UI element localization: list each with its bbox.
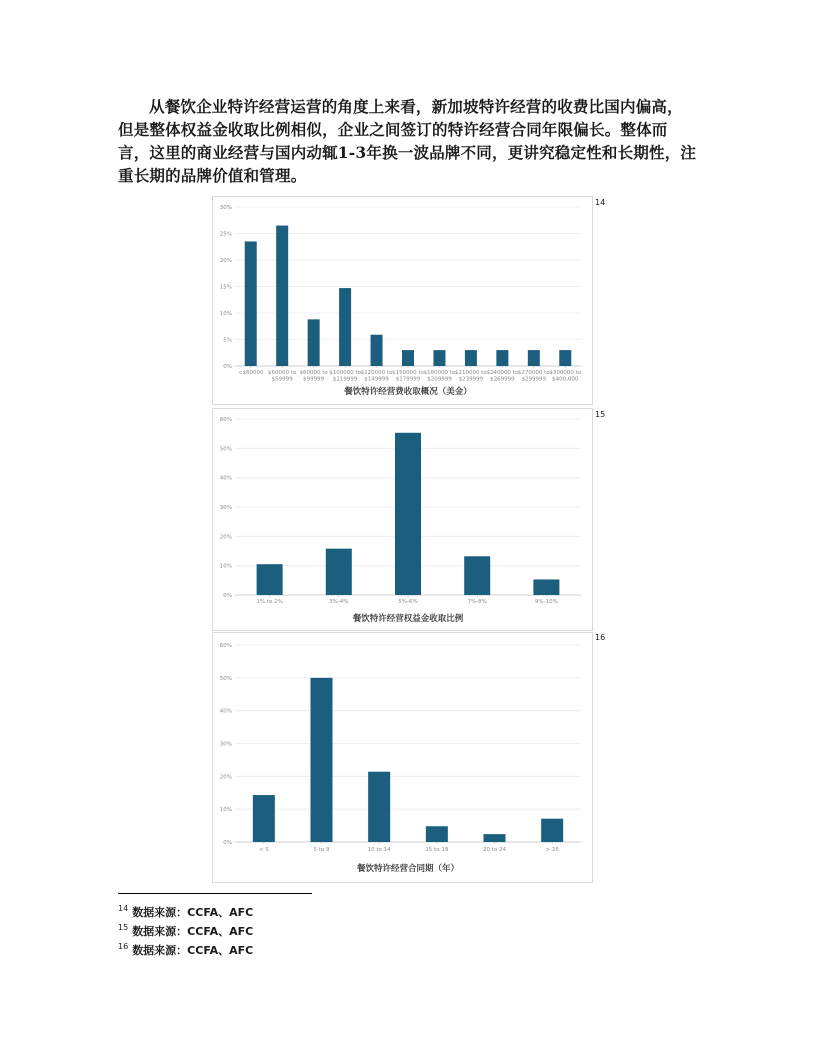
y-tick-label: 10% bbox=[219, 311, 232, 317]
y-tick-label: 40% bbox=[219, 708, 232, 715]
bar bbox=[496, 350, 508, 366]
chart-title: 餐饮特许经营合同期（年） bbox=[356, 864, 460, 874]
x-tick-label: 5 to 9 bbox=[313, 847, 330, 853]
bar bbox=[533, 579, 559, 595]
footnote-15 bbox=[118, 923, 253, 939]
bar bbox=[484, 834, 506, 842]
y-tick-label: 30% bbox=[219, 741, 232, 748]
bar bbox=[559, 350, 571, 366]
x-tick-label: 15 to 19 bbox=[425, 847, 449, 853]
x-tick-label: $300000 to bbox=[549, 370, 582, 376]
x-tick-label: $59999 bbox=[271, 376, 293, 383]
y-tick-label: 50% bbox=[219, 446, 232, 453]
footnote-number: 15 bbox=[118, 923, 129, 933]
x-tick-label: $180000 to bbox=[423, 370, 456, 376]
x-tick-label: $99999 bbox=[303, 376, 325, 383]
bar bbox=[245, 241, 257, 366]
bar bbox=[257, 564, 283, 595]
x-tick-label: $210000 to bbox=[455, 370, 487, 376]
y-tick-label: 15% bbox=[219, 284, 232, 291]
x-tick-label: $179999 bbox=[395, 376, 421, 383]
x-tick-label: 3%-4% bbox=[329, 599, 349, 605]
x-tick-label: $239999 bbox=[458, 376, 484, 383]
bar bbox=[402, 350, 414, 366]
bar bbox=[465, 350, 477, 366]
x-tick-label: 5%-6% bbox=[398, 599, 418, 605]
bar bbox=[426, 826, 448, 842]
y-tick-label: 30% bbox=[219, 205, 232, 211]
royalty-rate-chart bbox=[212, 408, 593, 631]
y-tick-label: 60% bbox=[219, 643, 232, 649]
bar bbox=[308, 319, 320, 366]
footnote-ref-14: 14 bbox=[595, 198, 606, 207]
y-tick-label: 0% bbox=[223, 593, 232, 599]
y-tick-label: 20% bbox=[219, 534, 232, 541]
footnote-number: 16 bbox=[118, 942, 129, 952]
x-tick-label: $120000 to bbox=[360, 370, 393, 376]
footnote-divider bbox=[118, 893, 312, 894]
x-tick-label: $149999 bbox=[364, 376, 389, 383]
y-tick-label: 10% bbox=[219, 563, 232, 570]
y-tick-label: 10% bbox=[219, 807, 232, 814]
bar bbox=[276, 226, 288, 366]
bar bbox=[433, 350, 445, 366]
footnote-number: 14 bbox=[118, 904, 129, 914]
x-tick-label: $60000 to bbox=[268, 370, 297, 376]
y-tick-label: 0% bbox=[223, 364, 232, 370]
x-tick-label: 20 to 24 bbox=[482, 847, 507, 853]
bar bbox=[339, 288, 351, 366]
x-tick-label: $150000 to bbox=[392, 370, 424, 376]
bar bbox=[253, 795, 275, 842]
y-tick-label: 0% bbox=[223, 840, 232, 846]
x-tick-label: 9%-10% bbox=[534, 599, 558, 605]
footnote-text: 数据来源：CCFA、AFC bbox=[132, 906, 254, 919]
footnote-16 bbox=[118, 942, 253, 958]
chart-title: 餐饮特许经营权益金收取比例 bbox=[352, 614, 464, 624]
y-tick-label: 50% bbox=[219, 675, 232, 682]
x-tick-label: $400,000 bbox=[552, 376, 579, 383]
franchise-fee-chart bbox=[212, 196, 593, 405]
bar bbox=[326, 549, 352, 595]
bar bbox=[395, 433, 421, 595]
footnote-14 bbox=[118, 904, 253, 920]
x-tick-label: 7%-8% bbox=[467, 599, 487, 605]
y-tick-label: 20% bbox=[219, 258, 232, 264]
x-tick-label: <$60000 bbox=[237, 370, 264, 376]
y-tick-label: 20% bbox=[219, 774, 232, 781]
x-tick-label: 1% to 2% bbox=[256, 599, 283, 605]
x-tick-label: 10 to 14 bbox=[367, 847, 391, 853]
bar bbox=[464, 556, 490, 595]
bar bbox=[371, 335, 383, 366]
bar bbox=[311, 678, 333, 842]
y-tick-label: 25% bbox=[219, 231, 232, 238]
contract-term-chart bbox=[212, 632, 593, 883]
y-tick-label: 5% bbox=[223, 337, 232, 344]
y-tick-label: 40% bbox=[219, 475, 232, 482]
bar bbox=[541, 819, 563, 842]
y-tick-label: 30% bbox=[219, 505, 232, 511]
x-tick-label: $270000 to bbox=[517, 370, 550, 376]
x-tick-label: < 5 bbox=[258, 847, 269, 853]
y-tick-label: 60% bbox=[219, 417, 232, 423]
footnote-text: 数据来源：CCFA、AFC bbox=[132, 925, 254, 938]
x-tick-label: $60000 to bbox=[299, 370, 328, 376]
x-tick-label: $269999 bbox=[490, 376, 515, 383]
bar bbox=[528, 350, 540, 366]
bar bbox=[368, 772, 390, 842]
x-tick-label: > 25 bbox=[545, 847, 559, 853]
body-paragraph: 从餐饮企业特许经营运营的角度上来看，新加坡特许经营的收费比国内偏高，但是整体权益金收取比例相似，企业之间签订的特许经营合同年限偏长。整体而言，这里的商业经营与国内动辄1-3年换一波品牌不同，更讲究稳定性和长期性，注重长期的品牌价值和管理。 bbox=[118, 97, 697, 185]
x-tick-label: $240000 to bbox=[486, 370, 519, 376]
footnote-ref-15: 15 bbox=[595, 410, 606, 419]
footnote-ref-16: 16 bbox=[595, 633, 606, 642]
x-tick-label: $209999 bbox=[427, 376, 452, 383]
x-tick-label: $299999 bbox=[521, 376, 547, 383]
x-tick-label: $100000 to bbox=[329, 370, 361, 376]
chart-title: 餐饮特许经营费收取概况（美金） bbox=[344, 387, 472, 397]
x-tick-label: $119999 bbox=[332, 376, 358, 383]
footnote-text: 数据来源：CCFA、AFC bbox=[132, 944, 254, 957]
